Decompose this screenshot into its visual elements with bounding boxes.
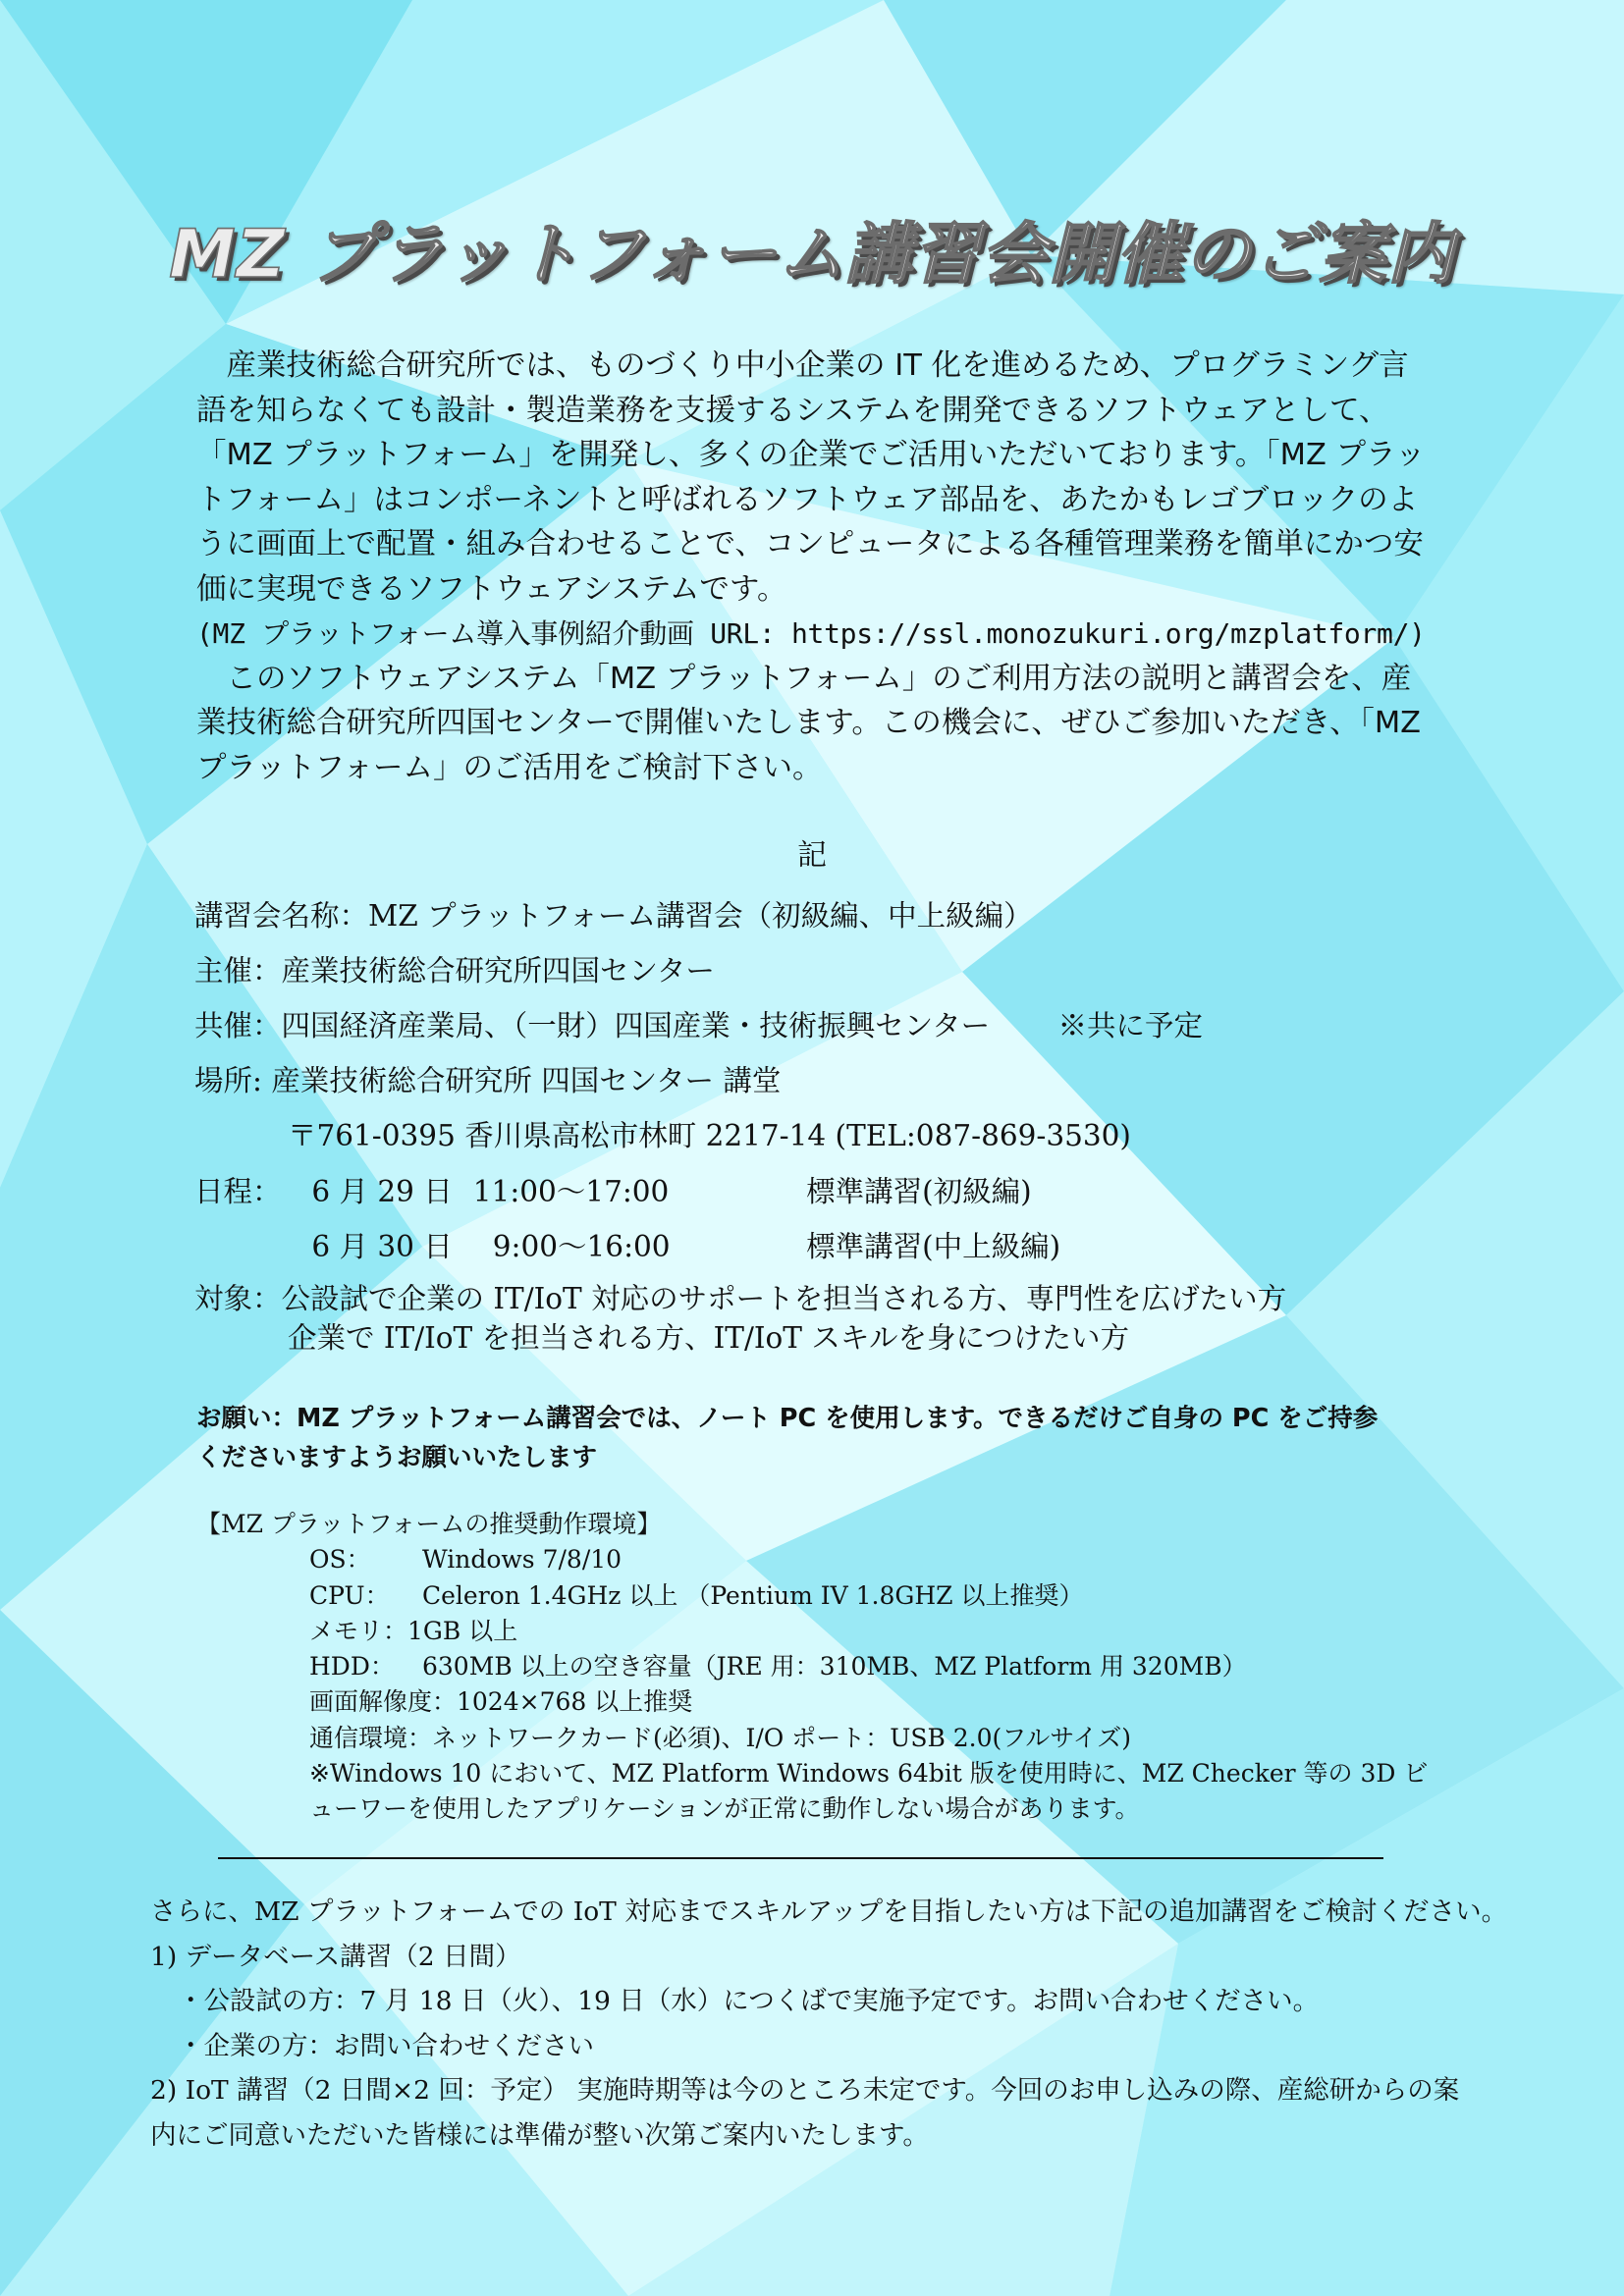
co-organizer-note: ※共に予定 (1057, 1009, 1203, 1042)
course-name: 講習会名称：MZ プラットフォーム講習会（初級編、中上級編） (194, 899, 1033, 933)
request-note (196, 1399, 1435, 1477)
intro-video-url[interactable]: (MZ プラットフォーム導入事例紹介動画 URL: https://ssl.monozukuri.org/mzplatform/) (196, 617, 1426, 650)
req-hdd-value: 630MB 以上の空き容量（JRE 用：310MB、MZ Platform 用 320MB） (422, 1652, 1247, 1682)
intro-paragraph-2: このソフトウェアシステム「MZ プラットフォーム」のご利用方法の説明と講習会を、産業技術総合研究所四国センターで開催いたします。この機会に、ぜひご参加いただき、「MZ プラットフォーム」のご活用をご検討下さい。 (196, 661, 1422, 785)
additional-lead: さらに、MZ プラットフォームでの IoT 対応までスキルアップを目指したい方は下記の追加講習をご検討ください。 (150, 1896, 1508, 1927)
req-cpu-label: CPU： (309, 1580, 390, 1610)
schedule-row-2 (194, 1224, 1060, 1265)
req-os (196, 1542, 1453, 1577)
req-cpu-value: Celeron 1.4GHz 以上 （Pentium IV 1.8GHZ 以上推奨） (422, 1580, 1084, 1610)
additional-item-1b: ・企業の方：お問い合わせください (178, 2030, 594, 2061)
additional-courses (150, 1890, 1544, 2158)
schedule-date: 6 月 30 日 (311, 1230, 453, 1263)
co-organizer-text: 共催：四国経済産業局、（一財）四国産業・技術振興センター (194, 1009, 991, 1042)
req-network: 通信環境：ネットワークカード(必須)、I/O ポート：USB 2.0(フルサイズ) (309, 1723, 1132, 1752)
schedule-time: 9:00～16:00 (492, 1230, 671, 1263)
system-requirements (196, 1507, 1453, 1828)
section-divider (218, 1857, 1383, 1859)
req-resolution: 画面解像度：1024×768 以上推奨 (309, 1687, 693, 1717)
requirements-heading: 【MZ プラットフォームの推奨動作環境】 (196, 1510, 662, 1538)
req-os-label: OS： (309, 1545, 371, 1575)
schedule-course: 標準講習(初級編) (806, 1175, 1032, 1208)
intro-section (196, 344, 1435, 790)
target-audience-2: 企業で IT/IoT を担当される方、IT/IoT スキルを身につけたい方 (288, 1321, 1129, 1355)
venue: 場所: 産業技術総合研究所 四国センター 講堂 (194, 1064, 782, 1097)
target-audience-1: 対象：公設試で企業の IT/IoT 対応のサポートを担当される方、専門性を広げたい方 (194, 1282, 1287, 1315)
venue-address: 〒761-0395 香川県高松市林町 2217-14 (TEL:087-869-3530) (288, 1119, 1131, 1152)
page-title: MZ プラットフォーム講習会開催のご案内 (169, 216, 1455, 294)
additional-item-2-line-1: 2) IoT 講習（2 日間×2 回：予定） 実施時期等は今のところ未定です。今回のお申し込みの際、産総研からの案 (150, 2075, 1460, 2106)
additional-item-1a: ・公設試の方：7 月 18 日（火）、19 日（水）につくばで実施予定です。お問い合わせください。 (178, 1986, 1320, 2016)
req-os-value: Windows 7/8/10 (422, 1545, 623, 1575)
organizer: 主催：産業技術総合研究所四国センター (194, 954, 715, 988)
additional-item-1: 1) データベース講習（2 日間） (150, 1941, 521, 1972)
req-hdd-label: HDD： (309, 1652, 395, 1682)
schedule-date: 6 月 29 日 (311, 1175, 453, 1208)
request-note-line-1: お願い：MZ プラットフォーム講習会では、ノート PC を使用します。できるだけご自身の PC をご持参 (196, 1404, 1379, 1433)
schedule-label: 日程： (194, 1175, 282, 1208)
additional-item-2-line-2: 内にご同意いただいた皆様には準備が整い次第ご案内いたします。 (150, 2119, 929, 2151)
req-cpu (196, 1578, 1453, 1614)
ki-heading: 記 (797, 838, 827, 873)
schedule-time: 11:00～17:00 (472, 1175, 670, 1208)
schedule-course: 標準講習(中上級編) (806, 1230, 1061, 1263)
req-hdd (196, 1649, 1453, 1684)
schedule-row-1 (194, 1169, 1032, 1210)
req-warning-1: ※Windows 10 において、MZ Platform Windows 64bit 版を使用時に、MZ Checker 等の 3D ビ (309, 1759, 1429, 1789)
req-warning-2: ューワーを使用したアプリケーションが正常に動作しない場合があります。 (309, 1794, 1140, 1824)
co-organizer (194, 1003, 1203, 1044)
request-note-line-2: くださいますようお願いいたします (196, 1443, 598, 1472)
intro-paragraph-1: 産業技術総合研究所では、ものづくり中小企業の IT 化を進めるため、プログラミング言語を知らなくても設計・製造業務を支援するシステムを開発できるソフトウェアとして、「MZ プラットフォーム」を開発し、多くの企業でご活用いただいております。「MZ プラットフォーム」はコンポーネントと呼ばれるソフトウェア部品を、あたかもレゴブロックのように画面上で配置・組み合わせることで、コンピュータによる各種管理業務を簡単にかつ安価に実現できるソフトウェアシステムです。 (196, 348, 1426, 607)
req-memory: メモリ：1GB 以上 (309, 1616, 518, 1645)
